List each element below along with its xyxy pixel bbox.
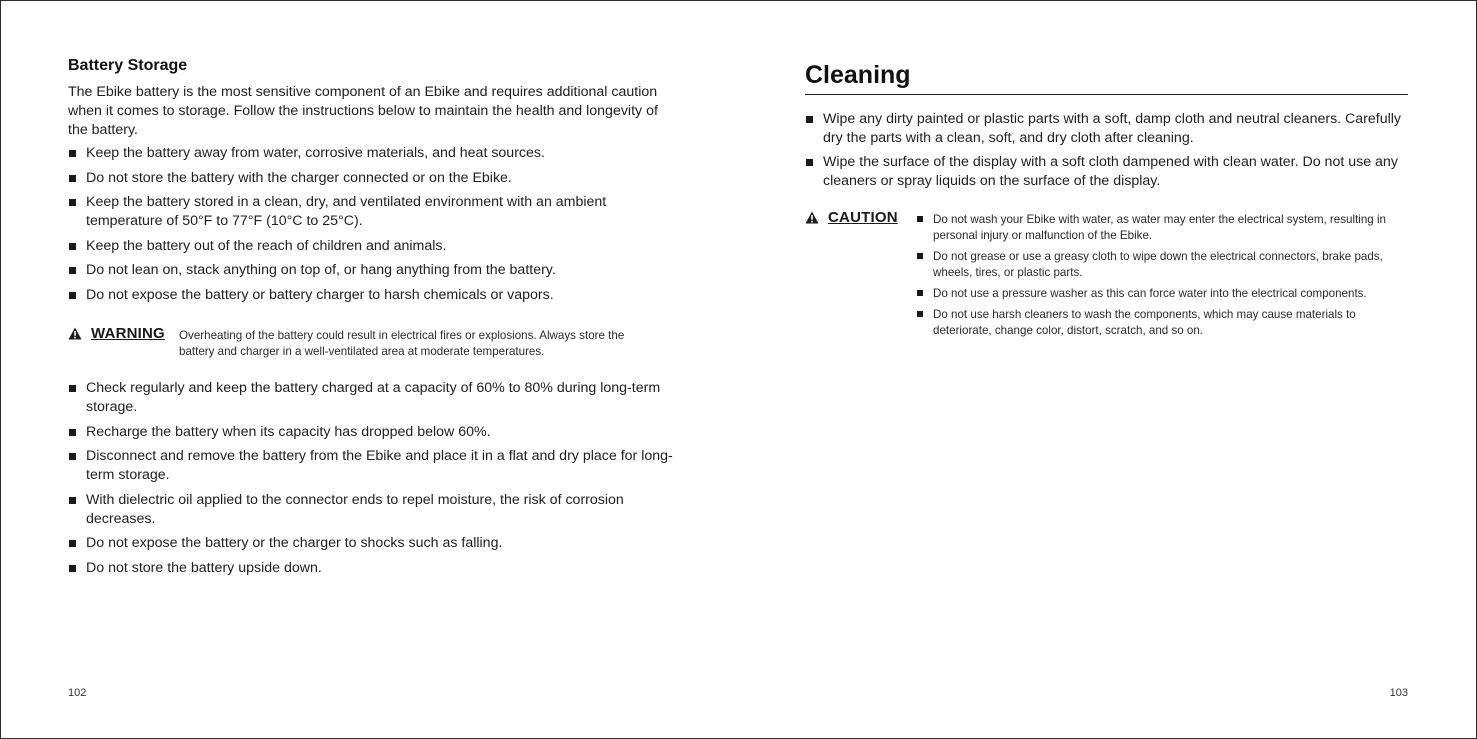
- bullet-square-icon: [69, 385, 76, 392]
- bullet-square-icon: [917, 290, 923, 296]
- bullet-square-icon: [69, 540, 76, 547]
- intro-paragraph: The Ebike battery is the most sensitive component of an Ebike and requires additional caution when it comes to storage. Follow the instructions below to maintain the health and longevity of the battery.: [68, 84, 658, 138]
- list-item: Do not expose the battery or the charger to shocks such as falling.: [68, 534, 678, 553]
- section-heading-battery-storage: Battery Storage: [68, 57, 188, 74]
- battery-bullet-list-bottom: [68, 379, 678, 583]
- bullet-square-icon: [69, 243, 76, 250]
- list-item: Do not lean on, stack anything on top of, or hang anything from the battery.: [68, 261, 678, 280]
- caution-bullet-list: [916, 212, 1406, 345]
- page-number-right: 103: [1389, 687, 1408, 699]
- bullet-square-icon: [917, 311, 923, 317]
- list-item: Wipe any dirty painted or plastic parts with a soft, damp cloth and neutral cleaners. Carefully dry the parts with a clean, soft, and dry cloth after cleaning.: [805, 110, 1410, 148]
- list-item: Keep the battery stored in a clean, dry, and ventilated environment with an ambient temperature of 50°F to 77°F (10°C to 25°C).: [68, 193, 678, 231]
- bullet-square-icon: [917, 253, 923, 259]
- list-item: Do not store the battery with the charger connected or on the Ebike.: [68, 169, 678, 188]
- bullet-square-icon: [917, 216, 923, 222]
- bullet-square-icon: [69, 150, 76, 157]
- list-item: With dielectric oil applied to the connector ends to repel moisture, the risk of corrosion decreases.: [68, 491, 678, 529]
- list-item: Do not store the battery upside down.: [68, 559, 678, 578]
- left-page: [1, 1, 739, 738]
- bullet-square-icon: [69, 565, 76, 572]
- list-item: Do not wash your Ebike with water, as water may enter the electrical system, resulting in personal injury or malfunction of the Ebike.: [916, 212, 1406, 244]
- heading-divider: [805, 94, 1408, 95]
- list-item: Do not grease or use a greasy cloth to wipe down the electrical connectors, brake pads, wheels, tires, or plastic parts.: [916, 249, 1406, 281]
- bullet-square-icon: [806, 116, 813, 123]
- section-heading-cleaning: Cleaning: [805, 61, 911, 89]
- bullet-square-icon: [69, 199, 76, 206]
- warning-triangle-icon: [68, 327, 82, 340]
- bullet-square-icon: [69, 175, 76, 182]
- list-item: Wipe the surface of the display with a soft cloth dampened with clean water. Do not use any cleaners or spray liquids on the surface of the display.: [805, 153, 1410, 191]
- warning-callout: [68, 325, 668, 365]
- list-item: Do not use harsh cleaners to wash the components, which may cause materials to deteriorate, change color, distort, scratch, and so on.: [916, 307, 1406, 339]
- warning-text: Overheating of the battery could result in electrical fires or explosions. Always store the battery and charger in a well-ventilated area at moderate temperatures.: [179, 329, 625, 358]
- bullet-square-icon: [69, 429, 76, 436]
- caution-label: CAUTION: [828, 209, 898, 226]
- bullet-square-icon: [69, 497, 76, 504]
- list-item: Disconnect and remove the battery from the Ebike and place it in a flat and dry place for long-term storage.: [68, 447, 678, 485]
- bullet-square-icon: [69, 453, 76, 460]
- bullet-square-icon: [69, 292, 76, 299]
- bullet-square-icon: [806, 159, 813, 166]
- right-page: [739, 1, 1477, 738]
- list-item: Keep the battery out of the reach of children and animals.: [68, 237, 678, 256]
- warning-triangle-icon: [805, 211, 819, 224]
- list-item: Check regularly and keep the battery charged at a capacity of 60% to 80% during long-term storage.: [68, 379, 678, 417]
- caution-callout: [805, 209, 1410, 349]
- cleaning-bullet-list: [805, 110, 1410, 196]
- battery-bullet-list-top: [68, 144, 678, 310]
- bullet-square-icon: [69, 267, 76, 274]
- warning-label: WARNING: [91, 325, 165, 342]
- list-item: Keep the battery away from water, corrosive materials, and heat sources.: [68, 144, 678, 163]
- list-item: Do not use a pressure washer as this can force water into the electrical components.: [916, 286, 1406, 302]
- list-item: Do not expose the battery or battery charger to harsh chemicals or vapors.: [68, 286, 678, 305]
- page-number-left: 102: [68, 687, 87, 699]
- list-item: Recharge the battery when its capacity has dropped below 60%.: [68, 423, 678, 442]
